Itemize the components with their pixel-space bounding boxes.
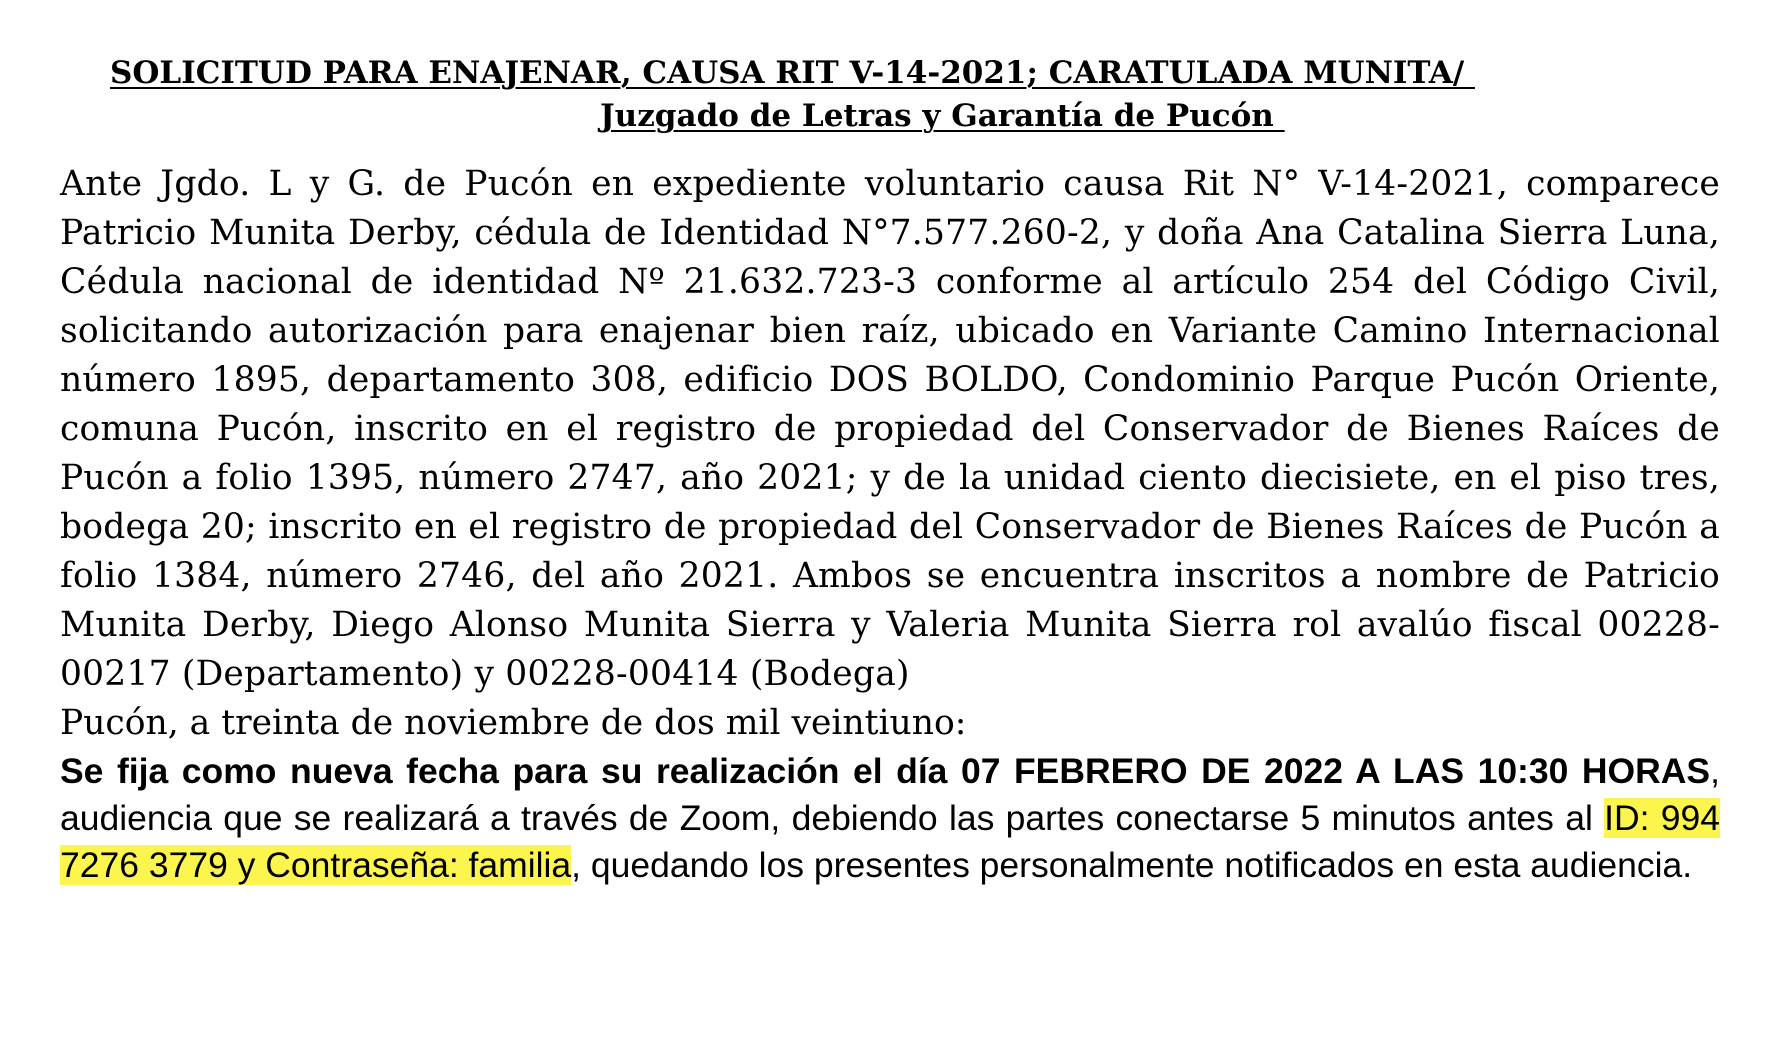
- resolution-text-before: , audiencia que se realizará a través de Zoom, debiendo las partes conectarse 5 minutos antes al: [60, 751, 1720, 838]
- title-line-2: Juzgado de Letras y Garantía de Pucón: [600, 98, 1285, 134]
- zoom-credentials-highlight: ID: 994 7276 3779 y Contraseña: familia: [60, 798, 1720, 885]
- document-page: [60, 52, 1720, 889]
- title-line-1: SOLICITUD PARA ENAJENAR, CAUSA RIT V-14-2021; CARATULADA MUNITA/: [110, 55, 1475, 91]
- date-line: Pucón, a treinta de noviembre de dos mil veintiuno:: [60, 703, 967, 743]
- resolution-paragraph: [60, 748, 1720, 889]
- body-paragraph: Ante Jgdo. L y G. de Pucón en expediente voluntario causa Rit N° V-14-2021, comparece Patricio Munita Derby, cédula de Identidad N°7.577.260-2, y doña Ana Catalina Sierra Luna, Cédula nacional de identidad Nº 21.632.723-3 conforme al artículo 254 del Código Civil, solicitando autorización para enajenar bien raíz, ubicado en Variante Camino Internacional número 1895, departamento 308, edificio DOS BOLDO, Condominio Parque Pucón Oriente, comuna Pucón, inscrito en el registro de propiedad del Conservador de Bienes Raíces de Pucón a folio 1395, número 2747, año 2021; y de la unidad ciento diecisiete, en el piso tres, bodega 20; inscrito en el registro de propiedad del Conservador de Bienes Raíces de Pucón a folio 1384, número 2746, del año 2021. Ambos se encuentra inscritos a nombre de Patricio Munita Derby, Diego Alonso Munita Sierra y Valeria Munita Sierra rol avalúo fiscal 00228-00217 (Departamento) y 00228-00414 (Bodega): [60, 164, 1720, 694]
- document-title: [60, 52, 1720, 138]
- resolution-text-after: , quedando los presentes personalmente notificados en esta audiencia.: [571, 845, 1693, 885]
- resolution-bold-text: Se fija como nueva fecha para su realización el día 07 FEBRERO DE 2022 A LAS 10:30 HORAS: [60, 751, 1711, 791]
